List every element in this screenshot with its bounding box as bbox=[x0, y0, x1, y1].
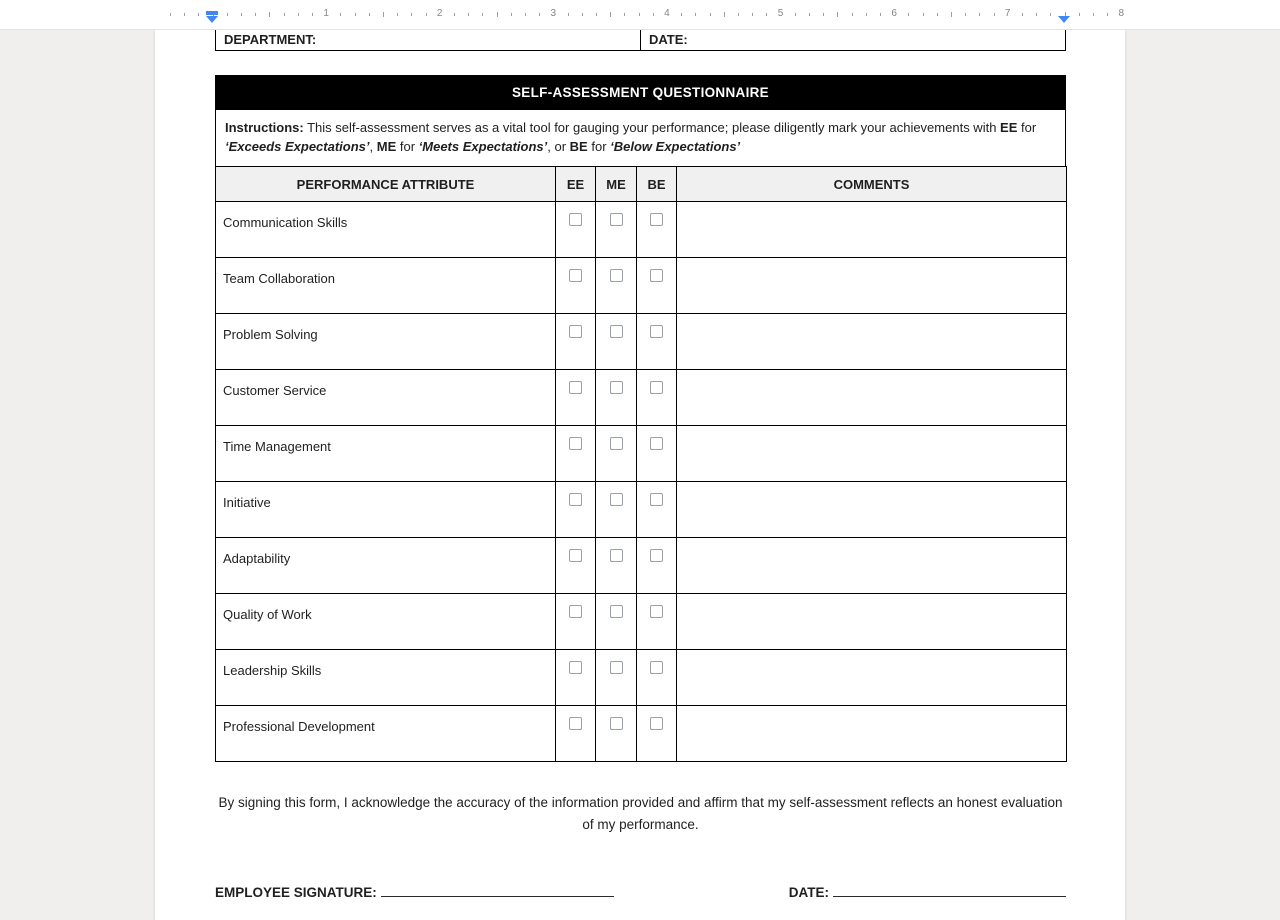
ruler-tick bbox=[184, 13, 185, 16]
ruler-tick bbox=[1022, 13, 1023, 16]
ruler-tick bbox=[923, 13, 924, 16]
ruler-tick bbox=[610, 12, 611, 17]
be-checkbox-cell bbox=[637, 202, 677, 258]
me-checkbox[interactable] bbox=[610, 605, 623, 618]
ruler-number: 8 bbox=[1118, 8, 1125, 19]
date-label: DATE: bbox=[649, 32, 688, 47]
attribute-cell: Team Collaboration bbox=[216, 258, 556, 314]
comments-cell[interactable] bbox=[677, 370, 1067, 426]
column-header-be: BE bbox=[637, 167, 677, 202]
date-field[interactable] bbox=[640, 30, 1066, 51]
me-checkbox[interactable] bbox=[610, 381, 623, 394]
me-checkbox[interactable] bbox=[610, 325, 623, 338]
ee-checkbox-cell bbox=[556, 202, 596, 258]
assessment-table-body bbox=[216, 202, 1067, 762]
form-title: SELF-ASSESSMENT QUESTIONNAIRE bbox=[512, 85, 769, 100]
be-checkbox[interactable] bbox=[650, 437, 663, 450]
be-checkbox[interactable] bbox=[650, 213, 663, 226]
ruler-tick bbox=[511, 13, 512, 16]
ruler-tick bbox=[426, 13, 427, 16]
ruler-tick bbox=[568, 13, 569, 16]
ruler-tick bbox=[724, 12, 725, 17]
horizontal-ruler[interactable] bbox=[0, 0, 1280, 30]
column-header-me: ME bbox=[596, 167, 637, 202]
ee-checkbox-cell bbox=[556, 706, 596, 762]
be-checkbox-cell bbox=[637, 650, 677, 706]
ruler-tick bbox=[710, 13, 711, 16]
comments-cell[interactable] bbox=[677, 482, 1067, 538]
ruler-tick bbox=[340, 13, 341, 16]
ruler-tick bbox=[752, 13, 753, 16]
right-indent-marker[interactable] bbox=[1058, 16, 1070, 23]
ee-checkbox-cell bbox=[556, 650, 596, 706]
be-checkbox-cell bbox=[637, 706, 677, 762]
me-checkbox-cell bbox=[596, 370, 637, 426]
attribute-cell: Professional Development bbox=[216, 706, 556, 762]
ruler-tick bbox=[994, 13, 995, 16]
ee-checkbox[interactable] bbox=[569, 493, 582, 506]
me-checkbox-cell bbox=[596, 650, 637, 706]
ee-checkbox[interactable] bbox=[569, 213, 582, 226]
ruler-tick bbox=[312, 13, 313, 16]
ruler-tick bbox=[369, 13, 370, 16]
ruler-tick bbox=[298, 13, 299, 16]
ruler-tick bbox=[624, 13, 625, 16]
ruler-tick bbox=[979, 13, 980, 16]
attribute-cell: Time Management bbox=[216, 426, 556, 482]
me-checkbox-cell bbox=[596, 706, 637, 762]
attribute-cell: Initiative bbox=[216, 482, 556, 538]
me-checkbox[interactable] bbox=[610, 717, 623, 730]
comments-cell[interactable] bbox=[677, 314, 1067, 370]
ruler-number: 5 bbox=[777, 8, 784, 19]
me-checkbox[interactable] bbox=[610, 493, 623, 506]
table-row bbox=[216, 706, 1067, 762]
ruler-tick bbox=[766, 13, 767, 16]
be-checkbox-cell bbox=[637, 594, 677, 650]
be-checkbox-cell bbox=[637, 538, 677, 594]
be-checkbox[interactable] bbox=[650, 269, 663, 282]
me-checkbox[interactable] bbox=[610, 549, 623, 562]
ruler-number: 1 bbox=[323, 8, 329, 19]
ee-checkbox[interactable] bbox=[569, 661, 582, 674]
ee-checkbox-cell bbox=[556, 426, 596, 482]
ruler-tick bbox=[1050, 13, 1051, 16]
comments-cell[interactable] bbox=[677, 538, 1067, 594]
instructions-box bbox=[215, 110, 1066, 166]
ruler-number: 6 bbox=[891, 8, 897, 19]
ruler-tick bbox=[951, 12, 952, 17]
me-checkbox-cell bbox=[596, 258, 637, 314]
ruler-tick bbox=[681, 13, 682, 16]
attribute-cell: Customer Service bbox=[216, 370, 556, 426]
first-line-indent-icon[interactable] bbox=[206, 11, 218, 15]
signature-date-line[interactable] bbox=[833, 884, 1066, 897]
ee-checkbox[interactable] bbox=[569, 717, 582, 730]
me-checkbox-cell bbox=[596, 594, 637, 650]
be-checkbox-cell bbox=[637, 258, 677, 314]
table-row bbox=[216, 594, 1067, 650]
ruler-tick bbox=[355, 13, 356, 16]
ruler-tick bbox=[241, 13, 242, 16]
attribute-cell: Quality of Work bbox=[216, 594, 556, 650]
attribute-cell: Problem Solving bbox=[216, 314, 556, 370]
ruler-tick bbox=[866, 13, 867, 16]
ruler-tick bbox=[269, 12, 270, 17]
table-row bbox=[216, 370, 1067, 426]
ee-checkbox-cell bbox=[556, 314, 596, 370]
department-label: DEPARTMENT: bbox=[224, 32, 317, 47]
ruler-tick bbox=[454, 13, 455, 16]
form-title-bar bbox=[215, 75, 1066, 110]
table-row bbox=[216, 426, 1067, 482]
ruler-tick bbox=[255, 13, 256, 16]
me-checkbox-cell bbox=[596, 538, 637, 594]
comments-cell[interactable] bbox=[677, 258, 1067, 314]
me-checkbox[interactable] bbox=[610, 269, 623, 282]
ruler-number: 2 bbox=[436, 8, 443, 19]
ruler-tick bbox=[411, 13, 412, 16]
table-row bbox=[216, 314, 1067, 370]
employee-signature-block bbox=[215, 884, 614, 900]
be-checkbox[interactable] bbox=[650, 605, 663, 618]
be-checkbox-cell bbox=[637, 370, 677, 426]
acknowledgment-text: By signing this form, I acknowledge the accuracy of the information provided and affirm that my self-assessment reflects an honest evaluation of my performance. bbox=[218, 795, 1063, 832]
signature-date-label: DATE: bbox=[788, 885, 829, 900]
be-checkbox[interactable] bbox=[650, 717, 663, 730]
table-row bbox=[216, 538, 1067, 594]
ruler-tick bbox=[1079, 13, 1080, 16]
be-checkbox-cell bbox=[637, 426, 677, 482]
attribute-cell: Adaptability bbox=[216, 538, 556, 594]
ee-checkbox[interactable] bbox=[569, 549, 582, 562]
employee-signature-line[interactable] bbox=[381, 884, 614, 897]
ruler-number: 3 bbox=[550, 8, 557, 19]
be-checkbox-cell bbox=[637, 482, 677, 538]
ruler-tick bbox=[582, 13, 583, 16]
ruler-tick bbox=[937, 13, 938, 16]
be-checkbox[interactable] bbox=[650, 325, 663, 338]
be-checkbox[interactable] bbox=[650, 381, 663, 394]
ruler-tick bbox=[653, 13, 654, 16]
ruler-tick bbox=[497, 12, 498, 17]
department-date-row bbox=[215, 30, 1066, 51]
instructions-text: Instructions: This self-assessment serves as a vital tool for gauging your performance; please diligently mark your achievements with EE for ‘Exceeds Expectations’, ME for ‘Meets Expectations’, or BE for ‘Below Expectations’ bbox=[225, 120, 1037, 154]
table-row bbox=[216, 202, 1067, 258]
ee-checkbox[interactable] bbox=[569, 437, 582, 450]
ruler-tick bbox=[1036, 13, 1037, 16]
comments-cell[interactable] bbox=[677, 594, 1067, 650]
table-header-row bbox=[216, 167, 1067, 202]
signature-row bbox=[215, 884, 1066, 900]
attribute-cell: Communication Skills bbox=[216, 202, 556, 258]
ee-checkbox-cell bbox=[556, 538, 596, 594]
me-checkbox-cell bbox=[596, 482, 637, 538]
ruler-tick bbox=[539, 13, 540, 16]
me-checkbox[interactable] bbox=[610, 437, 623, 450]
ruler-tick bbox=[738, 13, 739, 16]
be-checkbox[interactable] bbox=[650, 549, 663, 562]
ruler-tick bbox=[1107, 13, 1108, 16]
ee-checkbox-cell bbox=[556, 370, 596, 426]
ee-checkbox-cell bbox=[556, 594, 596, 650]
ruler-tick bbox=[823, 13, 824, 16]
ruler-tick bbox=[383, 12, 384, 17]
ruler-tick bbox=[284, 13, 285, 16]
ruler-tick bbox=[809, 13, 810, 16]
ee-checkbox[interactable] bbox=[569, 381, 582, 394]
ruler-tick bbox=[695, 13, 696, 16]
document-canvas bbox=[0, 30, 1280, 920]
attribute-cell: Leadership Skills bbox=[216, 650, 556, 706]
ruler-tick bbox=[1093, 13, 1094, 16]
ruler-tick bbox=[227, 13, 228, 16]
ruler-tick bbox=[795, 13, 796, 16]
be-checkbox[interactable] bbox=[650, 493, 663, 506]
left-indent-triangle-icon[interactable] bbox=[206, 16, 218, 23]
ee-checkbox[interactable] bbox=[569, 325, 582, 338]
column-header-attribute: PERFORMANCE ATTRIBUTE bbox=[216, 167, 556, 202]
ruler-tick bbox=[908, 13, 909, 16]
be-checkbox[interactable] bbox=[650, 661, 663, 674]
ee-checkbox[interactable] bbox=[569, 269, 582, 282]
ruler-number: 4 bbox=[664, 8, 670, 19]
me-checkbox[interactable] bbox=[610, 661, 623, 674]
left-indent-marker[interactable] bbox=[206, 11, 218, 23]
table-row bbox=[216, 482, 1067, 538]
department-field[interactable] bbox=[215, 30, 640, 51]
ruler-tick bbox=[639, 13, 640, 16]
column-header-comments: COMMENTS bbox=[677, 167, 1067, 202]
comments-cell[interactable] bbox=[677, 706, 1067, 762]
right-indent-triangle-icon[interactable] bbox=[1058, 16, 1070, 23]
document-page[interactable] bbox=[155, 30, 1125, 920]
assessment-table bbox=[215, 166, 1067, 762]
me-checkbox-cell bbox=[596, 426, 637, 482]
ruler-tick bbox=[596, 13, 597, 16]
be-checkbox-cell bbox=[637, 314, 677, 370]
ruler-tick bbox=[852, 13, 853, 16]
comments-cell[interactable] bbox=[677, 426, 1067, 482]
ruler-number: 7 bbox=[1004, 8, 1011, 19]
comments-cell[interactable] bbox=[677, 650, 1067, 706]
me-checkbox-cell bbox=[596, 202, 637, 258]
employee-signature-label: EMPLOYEE SIGNATURE: bbox=[215, 885, 377, 900]
ruler-tick bbox=[482, 13, 483, 16]
me-checkbox-cell bbox=[596, 314, 637, 370]
table-row bbox=[216, 650, 1067, 706]
ee-checkbox-cell bbox=[556, 258, 596, 314]
ruler-tick bbox=[880, 13, 881, 16]
ruler-tick bbox=[198, 13, 199, 16]
column-header-ee: EE bbox=[556, 167, 596, 202]
ruler-tick bbox=[468, 13, 469, 16]
ruler-tick bbox=[170, 13, 171, 16]
ruler-tick bbox=[965, 13, 966, 16]
ee-checkbox[interactable] bbox=[569, 605, 582, 618]
table-row bbox=[216, 258, 1067, 314]
comments-cell[interactable] bbox=[677, 202, 1067, 258]
ee-checkbox-cell bbox=[556, 482, 596, 538]
ruler-tick bbox=[525, 13, 526, 16]
signature-date-block bbox=[789, 884, 1066, 900]
ruler-tick bbox=[397, 13, 398, 16]
ruler-tick bbox=[837, 12, 838, 17]
me-checkbox[interactable] bbox=[610, 213, 623, 226]
